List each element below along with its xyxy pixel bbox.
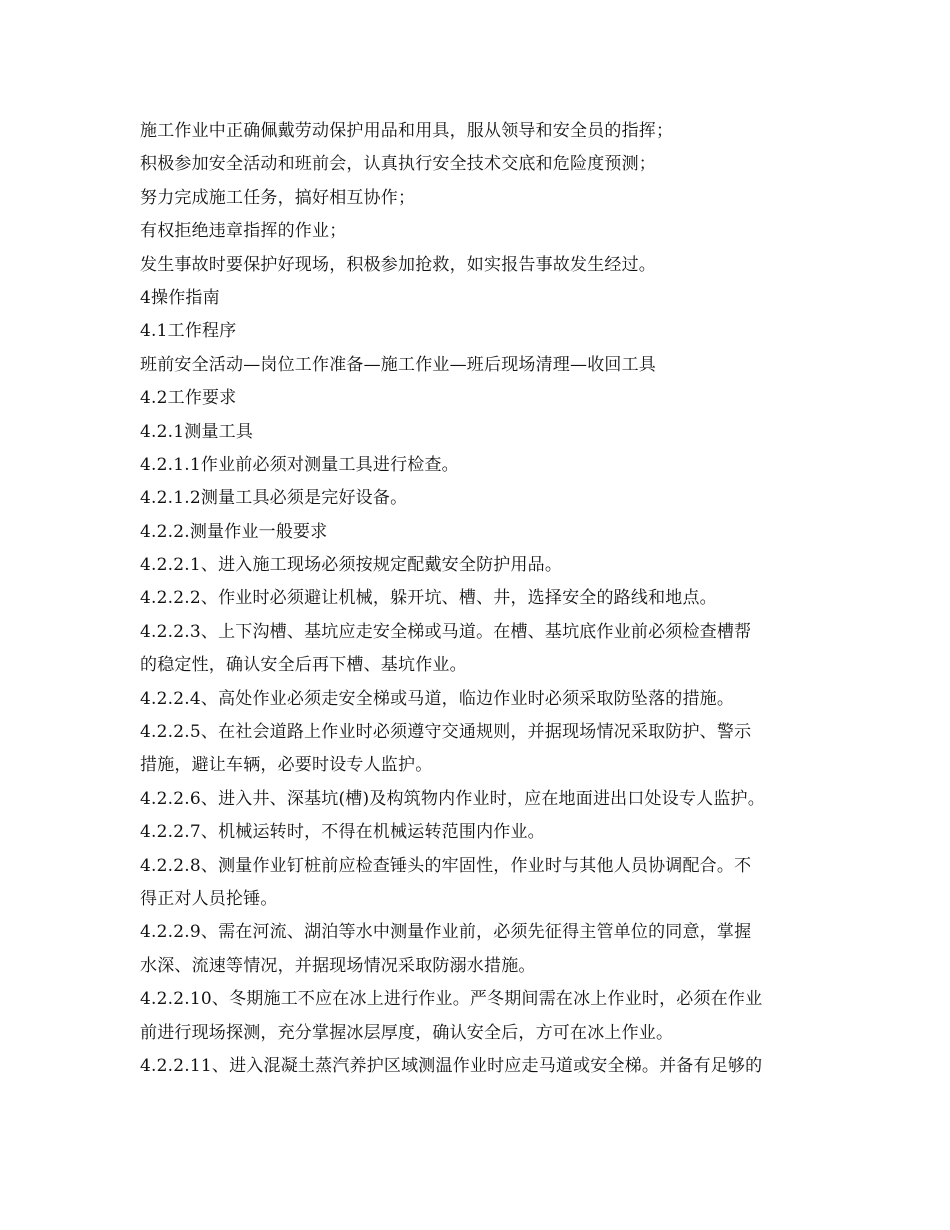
text-line: 4.2.2.8、测量作业钉桩前应检查锤头的牢固性，作业时与其他人员协调配合。不: [140, 855, 752, 876]
text-line: 施工作业中正确佩戴劳动保护用品和用具，服从领导和安全员的指挥；: [140, 121, 674, 141]
text-line: 4.2.2.3、上下沟槽、基坑应走安全梯或马道。在槽、基坑底作业前必须检查槽帮: [140, 621, 752, 642]
subsection-heading: 4.2.2.测量作业一般要求: [140, 521, 328, 542]
text-line: 4.2.2.2、作业时必须避让机械，躲开坑、槽、井，选择安全的路线和地点。: [140, 588, 717, 609]
text-line: 得正对人员抡锤。: [140, 888, 278, 909]
text-line: 4.2.2.5、在社会道路上作业时必须遵守交通规则，并据现场情况采取防护、警示: [140, 722, 752, 743]
subsection-heading: 4.2工作要求: [140, 388, 237, 409]
text-line: 4.2.2.10、冬期施工不应在冰上进行作业。严冬期间需在冰上作业时，必须在作业: [140, 989, 763, 1010]
text-line: 4.2.2.9、需在河流、湖泊等水中测量作业前，必须先征得主管单位的同意，掌握: [140, 922, 752, 943]
text-line: 4.2.2.11、进入混凝土蒸汽养护区域测温作业时应走马道或安全梯。并备有足够的: [140, 1055, 763, 1076]
text-line: 前进行现场探测，充分掌握冰层厚度，确认安全后，方可在冰上作业。: [140, 1022, 674, 1043]
section-heading: 4操作指南: [140, 287, 220, 308]
text-line: 努力完成施工任务，搞好相互协作；: [140, 187, 416, 208]
subsection-heading: 4.1工作程序: [140, 321, 237, 342]
text-line: 4.2.2.4、高处作业必须走安全梯或马道，临边作业时必须采取防坠落的措施。: [140, 688, 735, 709]
text-line: 的稳定性，确认安全后再下槽、基坑作业。: [140, 655, 467, 676]
text-line: 4.2.1.2测量工具必须是完好设备。: [140, 488, 408, 509]
subsection-heading: 4.2.1测量工具: [140, 421, 254, 442]
text-line: 措施，避让车辆，必要时设专人监护。: [140, 755, 433, 776]
text-line: 4.2.2.6、进入井、深基坑(槽)及构筑物内作业时，应在地面进出口处设专人监护。: [140, 788, 765, 809]
text-line: 4.2.2.7、机械运转时，不得在机械运转范围内作业。: [140, 822, 545, 843]
text-line: 班前安全活动—岗位工作准备—施工作业—班后现场清理—收回工具: [140, 354, 656, 375]
text-line: 积极参加安全活动和班前会，认真执行安全技术交底和危险度预测；: [140, 154, 656, 175]
text-line: 有权拒绝违章指挥的作业；: [140, 221, 347, 242]
text-line: 4.2.2.1、进入施工现场必须按规定配戴安全防护用品。: [140, 555, 563, 576]
text-line: 发生事故时要保护好现场，积极参加抢救，如实报告事故发生经过。: [140, 254, 656, 275]
text-line: 水深、流速等情况，并据现场情况采取防溺水措施。: [140, 955, 536, 976]
document-body: [140, 115, 815, 1083]
text-line: 4.2.1.1作业前必须对测量工具进行检查。: [140, 454, 459, 475]
